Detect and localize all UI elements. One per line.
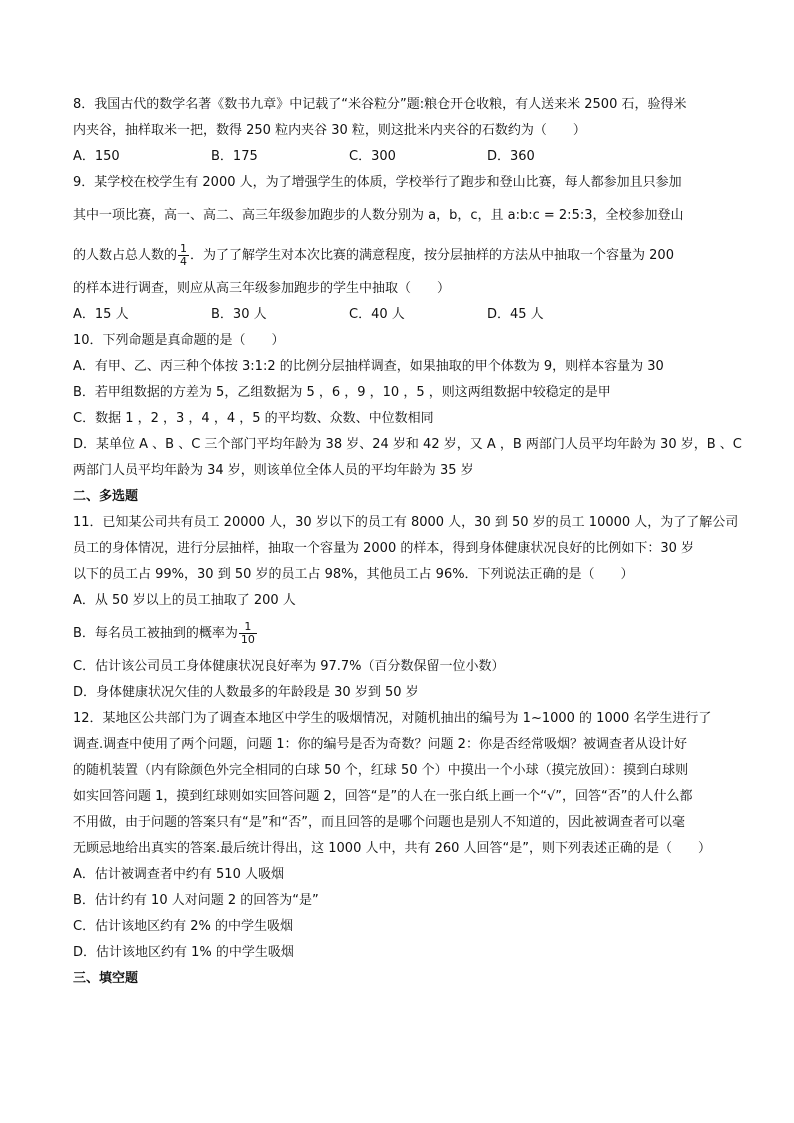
section-heading-fill-in-blank: 三、填空题 <box>73 971 139 986</box>
q12-line-5: 不用做，由于问题的答案只有“是”和“否”，而且回答的是哪个问题也是别人不知道的，因此被调查者可以毫 <box>73 815 685 830</box>
fraction-denominator: 10 <box>240 633 255 646</box>
fraction-numerator: 1 <box>239 621 257 634</box>
fraction-denominator: 4 <box>180 255 188 268</box>
q12-option-a: A．估计被调查者中约有 510 人吸烟 <box>73 867 284 882</box>
q12-line-6: 无顾忌地给出真实的答案.最后统计得出，这 1000 人中，共有 260 人回答“是”，则下列表述正确的是（ ） <box>73 841 712 856</box>
q11-option-c: C．估计该公司员工身体健康状况良好率为 97.7%（百分数保留一位小数） <box>73 659 505 674</box>
q11-line-1: 11．已知某公司共有员工 20000 人，30 岁以下的员工有 8000 人，30 到 50 岁的员工 10000 人，为了了解公司 <box>73 515 739 530</box>
q11-line-3: 以下的员工占 99%，30 到 50 岁的员工占 98%，其他员工占 96%．下列说法正确的是（ ） <box>73 567 634 582</box>
q10-option-d-line-2: 两部门人员平均年龄为 34 岁，则该单位全体人员的平均年龄为 35 岁 <box>73 463 474 478</box>
q12-option-b: B．估计约有 10 人对问题 2 的回答为“是” <box>73 893 319 908</box>
q9-options <box>73 302 723 328</box>
q12-option-d: D．估计该地区约有 1% 的中学生吸烟 <box>73 945 294 960</box>
question-9 <box>73 170 723 328</box>
q10-option-a: A．有甲、乙、丙三种个体按 3:1:2 的比例分层抽样调查，如果抽取的甲个体数为 9，则样本容量为 30 <box>73 359 664 374</box>
q10-option-d-line-1: D．某单位 A 、B 、C 三个部门平均年龄为 38 岁、24 岁和 42 岁，又 A ，B 两部门人员平均年龄为 30 岁，B 、C <box>73 437 742 452</box>
question-10 <box>73 328 742 484</box>
q10-stem: 10．下列命题是真命题的是（ ） <box>73 333 285 348</box>
q11-option-a: A．从 50 岁以上的员工抽取了 200 人 <box>73 593 296 608</box>
question-11 <box>73 510 739 706</box>
exam-page <box>73 92 742 992</box>
q9-option-c: C．40 人 <box>349 307 405 322</box>
q11-option-d: D．身体健康状况欠佳的人数最多的年龄段是 30 岁到 50 岁 <box>73 685 419 700</box>
q8-option-a: A．150 <box>73 149 120 164</box>
q8-line-2: 内夹谷，抽样取米一把，数得 250 粒内夹谷 30 粒，则这批米内夹谷的石数约为（ ） <box>73 123 586 138</box>
question-12 <box>73 706 723 966</box>
q12-line-2: 调查.调查中使用了两个问题，问题 1：你的编号是否为奇数？问题 2：你是否经常吸烟？被调查者从设计好 <box>73 737 687 752</box>
q9-line-3 <box>73 236 723 276</box>
q12-line-1: 12．某地区公共部门为了调查本地区中学生的吸烟情况，对随机抽出的编号为 1~1000 的 1000 名学生进行了 <box>73 711 712 726</box>
q8-option-c: C．300 <box>349 149 396 164</box>
fraction-numerator: 1 <box>180 242 188 255</box>
q8-option-d: D．360 <box>487 149 535 164</box>
q9-line-3-pre: 的人数占总人数的 <box>73 248 178 263</box>
q12-option-c: C．估计该地区约有 2% 的中学生吸烟 <box>73 919 293 934</box>
q8-options <box>73 144 723 170</box>
q9-line-4: 的样本进行调查，则应从高三年级参加跑步的学生中抽取（ ） <box>73 281 451 296</box>
q12-line-4: 如实回答问题 1，摸到红球则如实回答问题 2，回答“是”的人在一张白纸上画一个“√”，回答“否”的人什么都 <box>73 789 693 804</box>
question-8 <box>73 92 723 170</box>
q10-option-b: B．若甲组数据的方差为 5，乙组数据为 5 ，6 ，9 ，10 ，5 ，则这两组数据中较稳定的是甲 <box>73 385 611 400</box>
q11-option-b <box>73 614 723 654</box>
q9-line-3-post: ．为了了解学生对本次比赛的满意程度，按分层抽样的方法从中抽取一个容量为 200 <box>190 248 674 263</box>
fraction-one-quarter <box>178 243 189 268</box>
q9-option-b: B．30 人 <box>211 307 267 322</box>
q8-option-b: B．175 <box>211 149 258 164</box>
q11-line-2: 员工的身体情况，进行分层抽样，抽取一个容量为 2000 的样本，得到身体健康状况良好的比例如下：30 岁 <box>73 541 695 556</box>
section-heading-multiple-choice: 二、多选题 <box>73 489 139 504</box>
q11-option-b-text: B．每名员工被抽到的概率为 <box>73 626 238 641</box>
q10-option-c: C．数据 1 ，2 ，3 ，4 ，4 ，5 的平均数、众数、中位数相同 <box>73 411 434 426</box>
q9-option-a: A．15 人 <box>73 307 129 322</box>
fraction-one-tenth <box>239 621 257 646</box>
q8-line-1: 8．我国古代的数学名著《数书九章》中记载了“米谷粒分”题:粮仓开仓收粮，有人送来米 2500 石，验得米 <box>73 97 687 112</box>
q12-line-3: 的随机装置（内有除颜色外完全相同的白球 50 个，红球 50 个）中摸出一个小球（摸完放回）：摸到白球则 <box>73 763 689 778</box>
q9-option-d: D．45 人 <box>487 307 544 322</box>
q9-line-2: 其中一项比赛，高一、高二、高三年级参加跑步的人数分别为 a，b，c，且 a:b:c = 2:5:3，全校参加登山 <box>73 208 684 223</box>
q9-line-1: 9．某学校在校学生有 2000 人，为了增强学生的体质，学校举行了跑步和登山比赛，每人都参加且只参加 <box>73 175 682 190</box>
